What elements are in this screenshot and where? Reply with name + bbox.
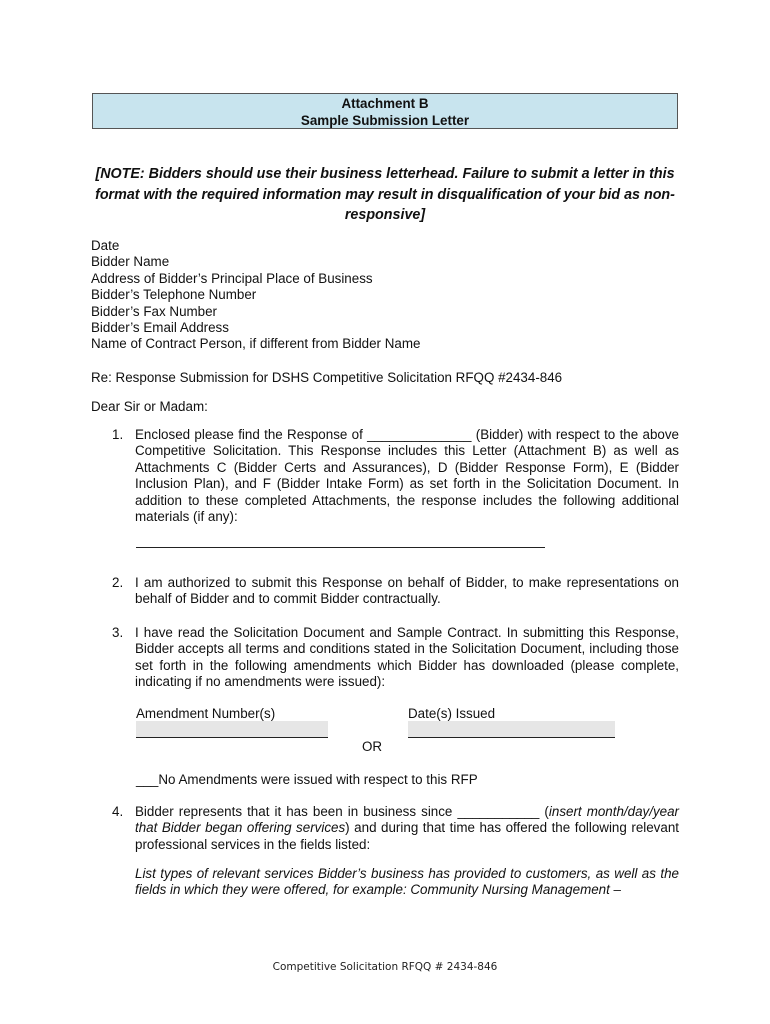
address-line: Name of Contract Person, if different from Bidder Name	[91, 336, 421, 352]
address-line: Address of Bidder’s Principal Place of Business	[91, 270, 373, 286]
services-instructions	[91, 866, 679, 899]
address-line: Bidder’s Fax Number	[91, 303, 218, 319]
date-issued-field[interactable]	[408, 721, 615, 738]
no-amendments-line	[136, 772, 478, 787]
list-item-3	[91, 625, 679, 691]
address-line: Bidder’s Email Address	[91, 320, 229, 336]
date-issued-label: Date(s) Issued	[408, 706, 496, 721]
amendment-number-label: Amendment Number(s)	[136, 706, 276, 721]
no-amendments-text: No Amendments were issued with respect to this RFP	[158, 772, 478, 787]
attachment-subtitle: Sample Submission Letter	[300, 113, 470, 128]
attachment-header-box	[92, 93, 678, 129]
item4-text-a: Bidder represents that it has been in business since	[135, 804, 458, 819]
list-item-2	[91, 575, 679, 608]
item-number: 4.	[112, 804, 124, 819]
amendment-number-field[interactable]	[136, 721, 328, 738]
attachment-title: Attachment B	[341, 96, 429, 111]
item-text: Enclosed please find the Response of ______________ (Bidder) with respect to the above Competitive Solicitation. This Response includes this Letter (Attachment B) as well as Attachments C (Bidder Certs and Assurances), D (Bidder Response Form), E (Bidder Inclusion Plan), and F (Bidder Intake Form) as set forth in the Solicitation Document. In addition to these completed Attachments, the response includes the following additional materials (if any):	[135, 427, 679, 525]
item4-italic-instruction: insert month/day/year that Bidder began offering services	[135, 804, 680, 836]
address-line: Bidder Name	[91, 254, 170, 270]
item-number: 1.	[112, 427, 124, 442]
business-since-blank[interactable]: ___________	[457, 804, 540, 819]
additional-materials-blank[interactable]	[136, 547, 545, 548]
re-line: Re: Response Submission for DSHS Competitive Solicitation RFQQ #2434-846	[91, 370, 563, 385]
list-item-1	[91, 427, 679, 525]
salutation: Dear Sir or Madam:	[91, 399, 208, 414]
item-number: 2.	[112, 575, 124, 590]
item-text: I have read the Solicitation Document and Sample Contract. In submitting this Response, Bidder accepts all terms and conditions stated in the Solicitation Document, including those set forth in the following amendments which Bidder has downloaded (please complete, indicating if no amendments were issued):	[135, 625, 679, 690]
list-item-4	[91, 804, 679, 853]
address-line: Date	[91, 238, 120, 253]
item-text: Bidder represents that it has been in business since ___________ (insert month/day/year that Bidder began offering services) and during that time has offered the following relevant professional services in the fields listed:	[135, 804, 680, 852]
or-label: OR	[362, 739, 383, 754]
address-line: Bidder’s Telephone Number	[91, 287, 257, 303]
item-number: 3.	[112, 625, 124, 640]
page-footer: Competitive Solicitation RFQQ # 2434-846	[272, 961, 498, 973]
no-amendments-blank[interactable]: ___	[136, 772, 159, 787]
item-text: I am authorized to submit this Response on behalf of Bidder, to make representations on behalf of Bidder and to commit Bidder contractually.	[135, 575, 679, 607]
services-instructions-text: List types of relevant services Bidder’s business has provided to customers, as well as the fields in which they were offered, for example: Community Nursing Management –	[135, 866, 679, 898]
item4-text-c: and during that time has offered the following relevant professional services in the fields listed:	[135, 820, 679, 852]
letterhead-note: [NOTE: Bidders should use their business letterhead. Failure to submit a letter in this format with the required information may result in disqualification of your bid as non-responsive]	[95, 166, 675, 223]
address-block	[91, 238, 420, 353]
